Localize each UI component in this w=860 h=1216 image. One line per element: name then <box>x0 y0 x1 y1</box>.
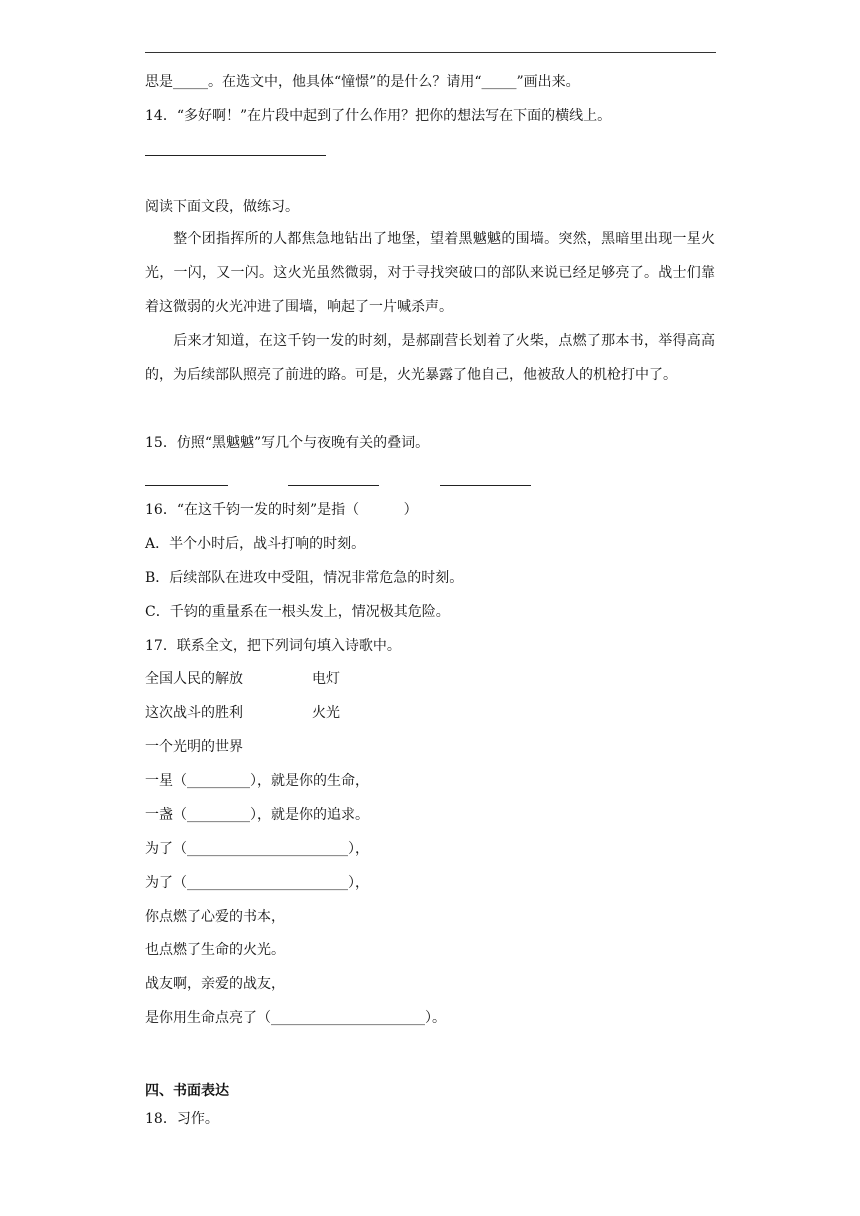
reading-instruction: 阅读下面文段，做练习。 <box>145 199 299 215</box>
question-16-option-c[interactable]: C．千钧的重量系在一根头发上，情况极其危险。 <box>145 604 450 620</box>
poem-line: 一盏（_________），就是你的追求。 <box>145 807 369 823</box>
word-bank-item: 这次战斗的胜利 <box>145 705 243 721</box>
question-16-option-b[interactable]: B．后续部队在进攻中受阻，情况非常危急的时刻。 <box>145 570 464 586</box>
question-17: 17．联系全文，把下列词句填入诗歌中。 <box>145 638 401 654</box>
poem-line: 是你用生命点亮了（______________________）。 <box>145 1010 446 1026</box>
section-heading-writing: 四、书面表达 <box>145 1083 229 1099</box>
poem-line: 为了（_______________________）， <box>145 841 369 857</box>
question-16: 16．“在这千钧一发的时刻”是指（ ） <box>145 502 418 518</box>
passage-paragraph-2-text: 后来才知道，在这千钧一发的时刻，是郝副营长划着了火柴，点燃了那本书，举得高高的，为后续部队照亮了前进的路。可是，火光暴露了他自己，他被敌人的机枪打中了。 <box>145 333 715 383</box>
question-14: 14．“多好啊！”在片段中起到了什么作用？把你的想法写在下面的横线上。 <box>145 108 612 124</box>
header-rule <box>145 52 716 53</box>
answer-line-15-3[interactable] <box>440 485 531 486</box>
question-16-option-a[interactable]: A．半个小时后，战斗打响的时刻。 <box>145 536 366 552</box>
poem-line: 战友啊，亲爱的战友， <box>145 976 285 992</box>
word-bank-item: 全国人民的解放 <box>145 671 243 687</box>
passage-paragraph-2 <box>145 324 715 392</box>
passage-paragraph-1-text: 整个团指挥所的人都焦急地钻出了地堡，望着黑魆魆的围墙。突然，黑暗里出现一星火光，一闪，又一闪。这火光虽然微弱，对于寻找突破口的部队来说已经足够亮了。战士们靠着这微弱的火光冲进了围墙，响起了一片喊杀声。 <box>145 231 715 315</box>
poem-line: 你点燃了心爱的书本， <box>145 909 285 925</box>
poem-line: 也点燃了生命的火光。 <box>145 942 285 958</box>
answer-line-15-1[interactable] <box>145 485 228 486</box>
word-bank-item: 电灯 <box>312 671 340 687</box>
question-18: 18．习作。 <box>145 1111 219 1127</box>
poem-line: 一星（_________），就是你的生命， <box>145 773 369 789</box>
passage-paragraph-1 <box>145 222 715 324</box>
question-15: 15．仿照“黑魆魆”写几个与夜晚有关的叠词。 <box>145 435 430 451</box>
answer-line-15-2[interactable] <box>288 485 379 486</box>
question-13-tail: 思是_____。在选文中，他具体“憧憬”的是什么？请用“_____”画出来。 <box>145 74 580 90</box>
answer-line-14[interactable] <box>145 155 326 156</box>
word-bank-item: 一个光明的世界 <box>145 739 243 755</box>
word-bank-item: 火光 <box>312 705 340 721</box>
poem-line: 为了（_______________________）， <box>145 875 369 891</box>
